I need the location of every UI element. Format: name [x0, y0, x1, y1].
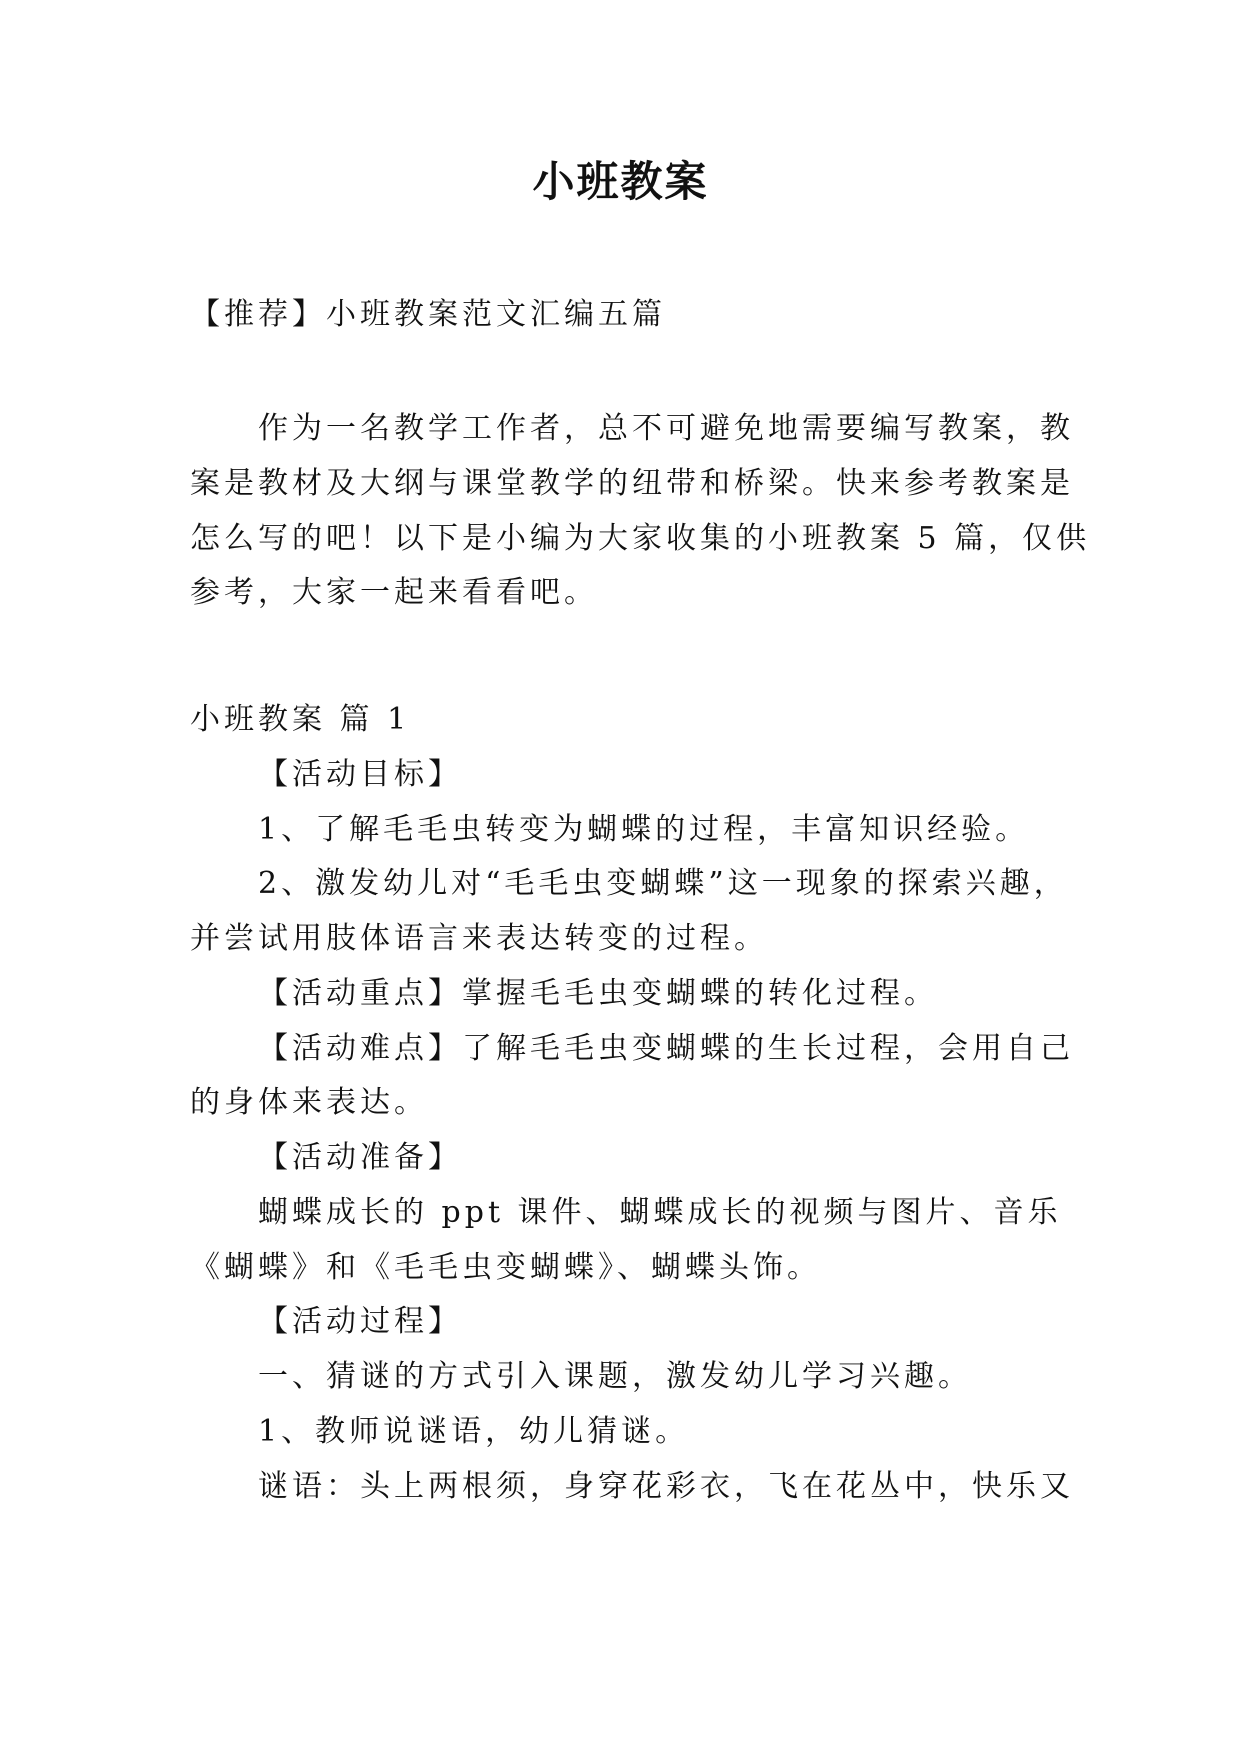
body-line: 2、激发幼儿对“毛毛虫变蝴蝶”这一现象的探索兴趣， [258, 866, 1068, 901]
page-title: 小班教案 [532, 157, 709, 206]
body-line: 谜语：头上两根须，身穿花彩衣，飞在花丛中，快乐又 [258, 1469, 1074, 1504]
body-line: 并尝试用肢体语言来表达转变的过程。 [190, 921, 768, 956]
body-line: 【活动难点】了解毛毛虫变蝴蝶的生长过程，会用自己 [258, 1031, 1074, 1066]
body-line: 【活动重点】掌握毛毛虫变蝴蝶的转化过程。 [258, 976, 938, 1011]
body-line: 的身体来表达。 [190, 1085, 428, 1120]
body-line: 蝴蝶成长的 ppt 课件、蝴蝶成长的视频与图片、音乐 [258, 1195, 1062, 1230]
body-line: 1、教师说谜语，幼儿猜谜。 [258, 1414, 690, 1449]
subtitle: 【推荐】小班教案范文汇编五篇 [190, 297, 666, 332]
body-line: 《蝴蝶》和《毛毛虫变蝴蝶》、蝴蝶头饰。 [190, 1250, 821, 1285]
body-line: 【活动准备】 [258, 1140, 462, 1175]
body-line: 一、猜谜的方式引入课题，激发幼儿学习兴趣。 [258, 1359, 972, 1394]
intro-line: 参考，大家一起来看看吧。 [190, 575, 598, 610]
body-line: 1、了解毛毛虫转变为蝴蝶的过程，丰富知识经验。 [258, 812, 1030, 847]
intro-line: 怎么写的吧！以下是小编为大家收集的小班教案 5 篇，仅供 [190, 521, 1091, 556]
intro-line: 案是教材及大纲与课堂教学的纽带和桥梁。快来参考教案是 [190, 466, 1074, 501]
body-line: 【活动过程】 [258, 1304, 462, 1339]
body-line: 【活动目标】 [258, 757, 462, 792]
section-heading: 小班教案 篇 1 [190, 702, 411, 737]
intro-line: 作为一名教学工作者，总不可避免地需要编写教案，教 [258, 411, 1074, 446]
